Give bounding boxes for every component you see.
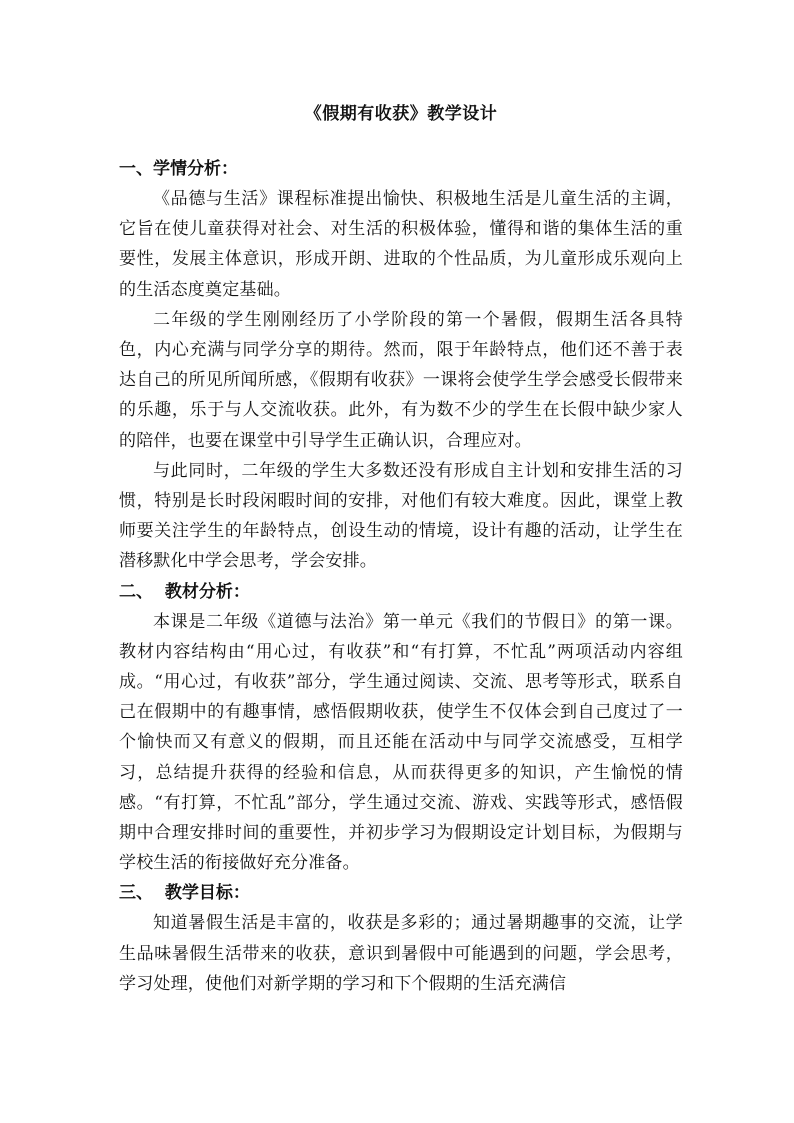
document-title: 《假期有收获》教学设计 — [304, 104, 498, 124]
paragraph: 《品德与生活》课程标准提出愉快、积极地生活是儿童生活的主调，它旨在使儿童获得对社会、对生活的积极体验，懂得和谐的集体生活的重要性，发展主体意识，形成开朗、进取的个性品质，为儿童形成乐观向上的生活态度奠定基础。 — [119, 189, 683, 300]
paragraph: 本课是二年级《道德与法治》第一单元《我们的节假日》的第一课。教材内容结构由“用心过，有收获”和“有打算，不忙乱”两项活动内容组成。“用心过，有收获”部分，学生通过阅读、交流、思考等形式，联系自己在假期中的有趣事情，感悟假期收获，使学生不仅体会到自己度过了一个愉快而又有意义的假期，而且还能在活动中与同学交流感受，互相学习，总结提升获得的经验和信息，从而获得更多的知识，产生愉悦的情感。“有打算，不忙乱”部分，学生通过交流、游戏、实践等形式，感悟假期中合理安排时间的重要性，并初步学习为假期设定计划目标，为假期与学校生活的衔接做好充分准备。 — [119, 611, 683, 874]
section-heading: 三、 教学目标： — [119, 883, 250, 904]
section-learning-analysis — [119, 154, 683, 577]
section-heading: 一、学情分析： — [119, 159, 238, 179]
section-teaching-goals — [119, 878, 683, 999]
paragraph: 二年级的学生刚刚经历了小学阶段的第一个暑假，假期生活各具特色，内心充满与同学分享的期待。然而，限于年龄特点，他们还不善于表达自己的所见所闻所感，《假期有收获》一课将会使学生学会感受长假带来的乐趣，乐于与人交流收获。此外，有为数不少的学生在长假中缺少家人的陪伴，也要在课堂中引导学生正确认识，合理应对。 — [119, 309, 683, 451]
paragraph: 与此同时，二年级的学生大多数还没有形成自主计划和安排生活的习惯，特别是长时段闲暇时间的安排，对他们有较大难度。因此，课堂上教师要关注学生的年龄特点，创设生动的情境，设计有趣的活动，让学生在潜移默化中学会思考，学会安排。 — [119, 460, 683, 572]
section-heading: 二、 教材分析： — [119, 581, 250, 602]
document-body — [119, 100, 683, 999]
paragraph: 知道暑假生活是丰富的，收获是多彩的；通过暑期趣事的交流，让学生品味暑假生活带来的收获，意识到暑假中可能遇到的问题，学会思考，学习处理，使他们对新学期的学习和下个假期的生活充满信 — [119, 913, 683, 994]
section-textbook-analysis — [119, 577, 683, 879]
